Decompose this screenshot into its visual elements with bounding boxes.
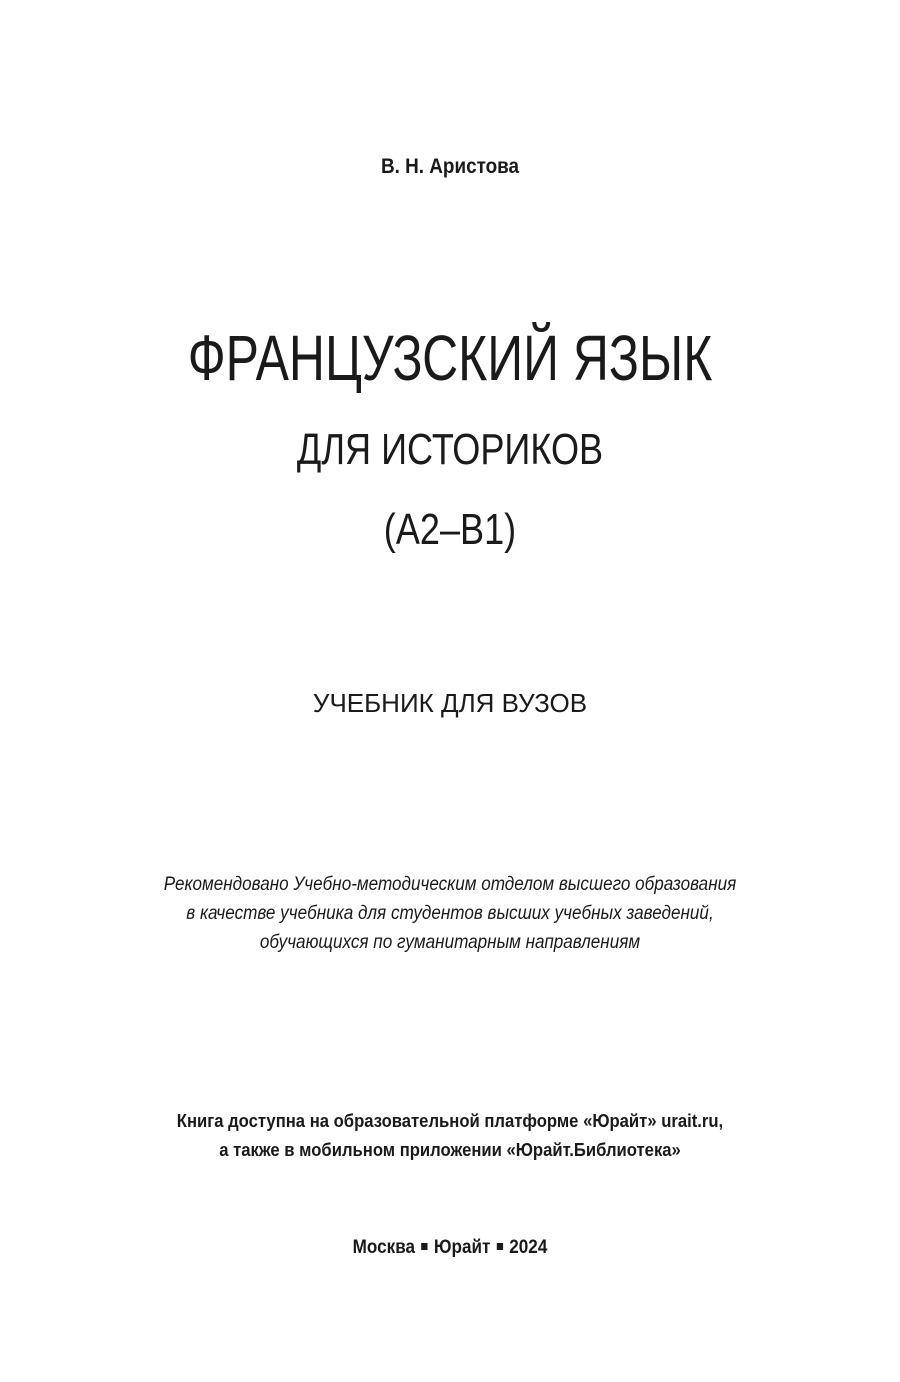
book-subtitle: ДЛЯ ИСТОРИКОВ xyxy=(296,425,604,474)
recommendation-line: Рекомендовано Учебно-методическим отделом высшего образования xyxy=(163,874,737,895)
availability-line: Книга доступна на образовательной платформе «Юрайт» urait.ru, xyxy=(176,1110,724,1131)
imprint-city: Москва xyxy=(352,1237,415,1258)
imprint-publisher: Юрайт xyxy=(433,1237,491,1258)
book-type: УЧЕБНИК ДЛЯ ВУЗОВ xyxy=(312,688,588,718)
book-title: ФРАНЦУЗСКИЙ ЯЗЫК xyxy=(187,322,713,394)
imprint xyxy=(45,1234,855,1262)
language-level: (A2–B1) xyxy=(383,505,517,554)
square-separator-icon xyxy=(421,1243,427,1250)
imprint-year: 2024 xyxy=(509,1237,548,1258)
recommendation-line: в качестве учебника для студентов высших учебных заведений, xyxy=(186,903,714,924)
availability-line: а также в мобильном приложении «Юрайт.Библиотека» xyxy=(219,1139,681,1160)
square-separator-icon xyxy=(497,1243,503,1250)
recommendation-line: обучающихся по гуманитарным направлениям xyxy=(259,932,641,953)
author-name: В. Н. Аристова xyxy=(380,155,520,178)
